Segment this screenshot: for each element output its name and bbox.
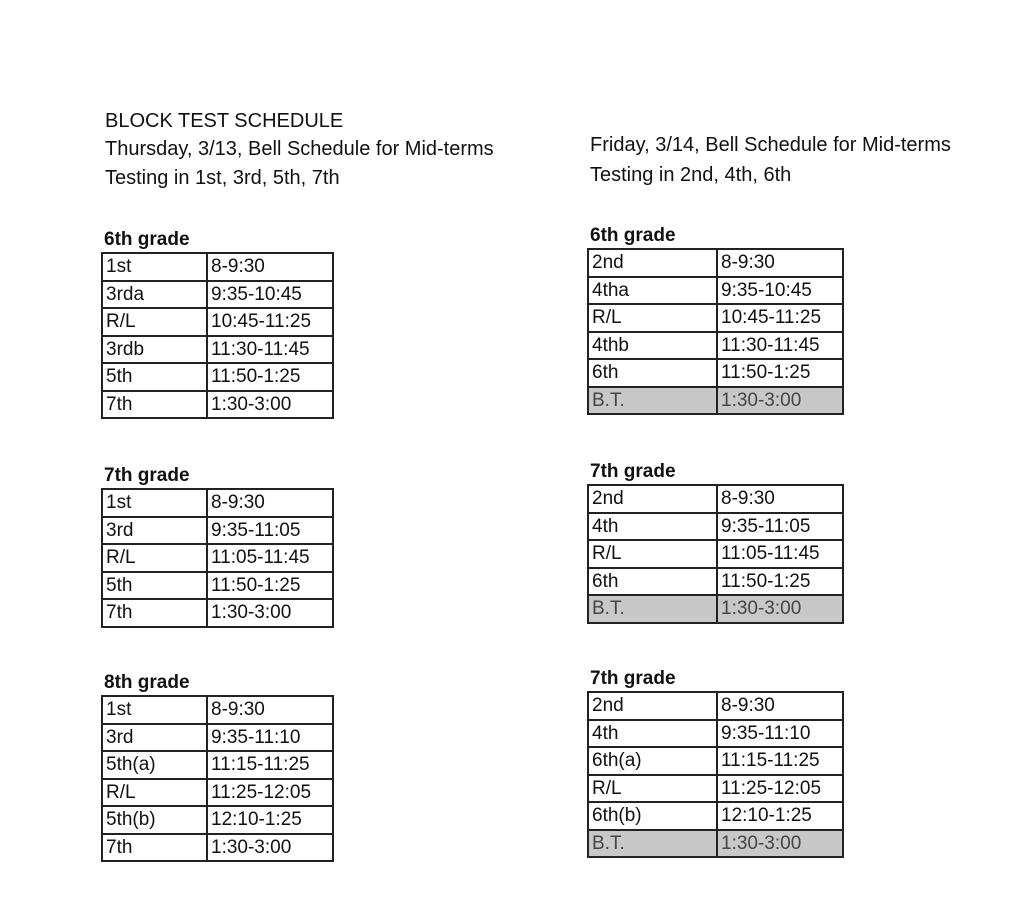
table-row	[102, 599, 333, 627]
time-cell: 1:30-3:00	[717, 595, 843, 623]
period-cell: 4thb	[588, 332, 717, 360]
period-cell: 5th	[102, 363, 207, 391]
time-cell: 11:50-1:25	[717, 359, 843, 387]
table-row	[588, 249, 843, 277]
time-cell: 8-9:30	[207, 489, 333, 517]
right-header-testing: Testing in 2nd, 4th, 6th	[590, 164, 792, 186]
table-row	[102, 834, 333, 862]
time-cell: 11:05-11:45	[207, 544, 333, 572]
time-cell: 9:35-11:05	[207, 517, 333, 545]
left-schedule-table-6th	[101, 252, 334, 419]
table-row	[102, 517, 333, 545]
time-cell: 11:50-1:25	[207, 363, 333, 391]
period-cell: 6th	[588, 568, 717, 596]
time-cell: 11:30-11:45	[717, 332, 843, 360]
period-cell: 1st	[102, 696, 207, 724]
time-cell: 1:30-3:00	[717, 387, 843, 415]
period-cell: 2nd	[588, 485, 717, 513]
time-cell: 12:10-1:25	[717, 802, 843, 830]
period-cell: 3rdb	[102, 336, 207, 364]
period-cell: 7th	[102, 391, 207, 419]
time-cell: 8-9:30	[717, 485, 843, 513]
table-row	[588, 830, 843, 858]
left-grade-title-6th: 6th grade	[104, 229, 190, 250]
period-cell: 3rd	[102, 724, 207, 752]
period-cell: 6th(b)	[588, 802, 717, 830]
time-cell: 1:30-3:00	[207, 599, 333, 627]
time-cell: 9:35-10:45	[717, 277, 843, 305]
left-schedule-table-8th	[101, 695, 334, 862]
period-cell: 5th	[102, 572, 207, 600]
table-row	[588, 568, 843, 596]
left-schedule-table-7th	[101, 488, 334, 628]
right-grade-title-7th: 7th grade	[590, 461, 676, 482]
time-cell: 11:30-11:45	[207, 336, 333, 364]
period-cell: 1st	[102, 489, 207, 517]
period-cell: 6th	[588, 359, 717, 387]
table-row	[588, 304, 843, 332]
table-row	[588, 387, 843, 415]
period-cell: B.T.	[588, 830, 717, 858]
table-row	[102, 779, 333, 807]
table-row	[102, 489, 333, 517]
period-cell: 4th	[588, 720, 717, 748]
period-cell: 5th(b)	[102, 806, 207, 834]
period-cell: 2nd	[588, 692, 717, 720]
time-cell: 1:30-3:00	[207, 391, 333, 419]
period-cell: 7th	[102, 599, 207, 627]
left-header-date: Thursday, 3/13, Bell Schedule for Mid-terms	[105, 138, 494, 160]
table-row	[588, 540, 843, 568]
time-cell: 11:50-1:25	[207, 572, 333, 600]
time-cell: 11:50-1:25	[717, 568, 843, 596]
period-cell: 7th	[102, 834, 207, 862]
period-cell: R/L	[102, 544, 207, 572]
period-cell: B.T.	[588, 387, 717, 415]
time-cell: 9:35-10:45	[207, 281, 333, 309]
time-cell: 12:10-1:25	[207, 806, 333, 834]
time-cell: 11:05-11:45	[717, 540, 843, 568]
table-row	[588, 485, 843, 513]
time-cell: 8-9:30	[207, 696, 333, 724]
table-row	[102, 391, 333, 419]
time-cell: 10:45-11:25	[207, 308, 333, 336]
table-row	[102, 724, 333, 752]
table-row	[102, 253, 333, 281]
right-grade-title-third: 7th grade	[590, 668, 676, 689]
table-row	[588, 692, 843, 720]
period-cell: R/L	[588, 304, 717, 332]
period-cell: R/L	[588, 775, 717, 803]
period-cell: R/L	[102, 779, 207, 807]
table-row	[588, 359, 843, 387]
period-cell: 2nd	[588, 249, 717, 277]
table-row	[102, 363, 333, 391]
time-cell: 8-9:30	[717, 692, 843, 720]
table-row	[588, 747, 843, 775]
table-row	[588, 595, 843, 623]
time-cell: 11:15-11:25	[717, 747, 843, 775]
table-row	[102, 281, 333, 309]
table-row	[588, 513, 843, 541]
time-cell: 9:35-11:10	[717, 720, 843, 748]
table-row	[588, 332, 843, 360]
time-cell: 1:30-3:00	[717, 830, 843, 858]
table-row	[102, 696, 333, 724]
left-header-title: BLOCK TEST SCHEDULE	[105, 110, 344, 132]
period-cell: 3rda	[102, 281, 207, 309]
right-schedule-table-6th	[587, 248, 844, 415]
table-row	[588, 775, 843, 803]
table-row	[102, 336, 333, 364]
table-row	[102, 572, 333, 600]
period-cell: 5th(a)	[102, 751, 207, 779]
right-schedule-table-7th	[587, 484, 844, 624]
left-grade-title-7th: 7th grade	[104, 465, 190, 486]
table-row	[588, 802, 843, 830]
table-row	[102, 544, 333, 572]
table-row	[588, 720, 843, 748]
period-cell: 6th(a)	[588, 747, 717, 775]
time-cell: 8-9:30	[717, 249, 843, 277]
period-cell: 4tha	[588, 277, 717, 305]
left-grade-title-8th: 8th grade	[104, 672, 190, 693]
period-cell: 3rd	[102, 517, 207, 545]
time-cell: 11:25-12:05	[207, 779, 333, 807]
time-cell: 10:45-11:25	[717, 304, 843, 332]
period-cell: 1st	[102, 253, 207, 281]
right-schedule-table-third	[587, 691, 844, 858]
time-cell: 11:15-11:25	[207, 751, 333, 779]
time-cell: 1:30-3:00	[207, 834, 333, 862]
left-header-testing: Testing in 1st, 3rd, 5th, 7th	[105, 167, 340, 189]
time-cell: 9:35-11:10	[207, 724, 333, 752]
time-cell: 11:25-12:05	[717, 775, 843, 803]
right-grade-title-6th: 6th grade	[590, 225, 676, 246]
time-cell: 9:35-11:05	[717, 513, 843, 541]
period-cell: R/L	[588, 540, 717, 568]
period-cell: R/L	[102, 308, 207, 336]
period-cell: 4th	[588, 513, 717, 541]
table-row	[102, 806, 333, 834]
table-row	[102, 751, 333, 779]
time-cell: 8-9:30	[207, 253, 333, 281]
period-cell: B.T.	[588, 595, 717, 623]
table-row	[102, 308, 333, 336]
table-row	[588, 277, 843, 305]
right-header-date: Friday, 3/14, Bell Schedule for Mid-terms	[590, 134, 951, 156]
